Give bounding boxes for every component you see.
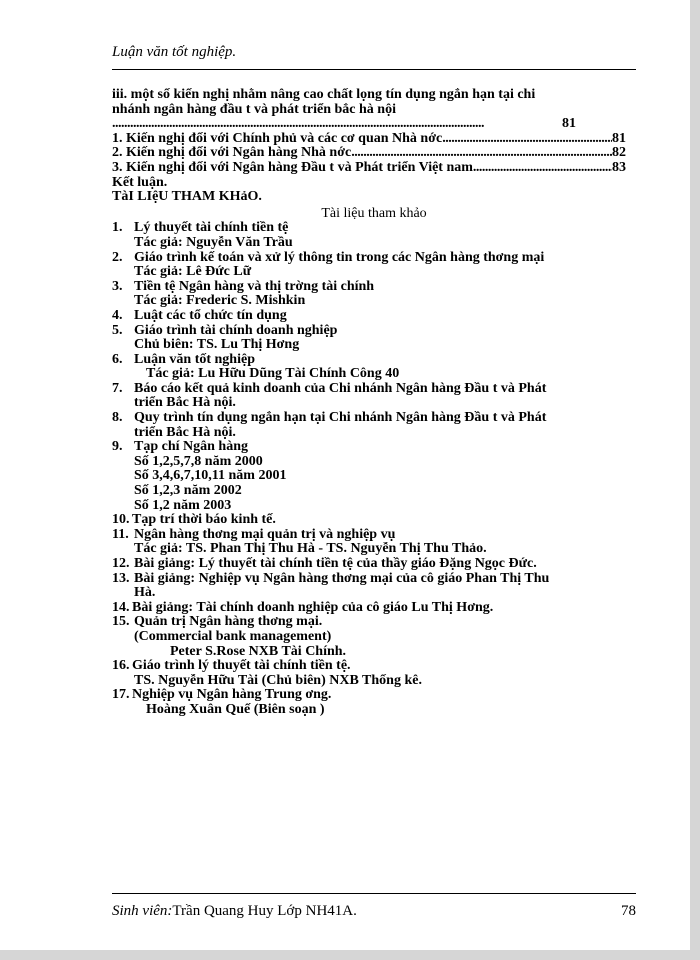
reference-entry: [112, 411, 636, 426]
reference-text: Tiền tệ Ngân hàng và thị trờng tài chính: [134, 279, 375, 294]
reference-text: Chủ biên: TS. Lu Thị Hơng: [134, 338, 300, 353]
toc-section-title-cont: nhánh ngân hàng đầu t và phát triển bắc hà nội: [112, 102, 396, 117]
toc-item-text: 1. Kiến nghị đối với Chính phủ và các cơ quan Nhà nớc: [112, 131, 443, 146]
reference-number: 9.: [112, 440, 123, 455]
reference-number: [112, 674, 134, 689]
reference-text: (Commercial bank management): [134, 629, 332, 644]
reference-number: [112, 645, 134, 660]
reference-text: Tác giả: Lu Hữu Dũng Tài Chính Công 40: [146, 367, 400, 382]
reference-text: triển Bắc Hà nội.: [134, 425, 236, 440]
reference-entry-detail: [112, 630, 636, 645]
reference-text: Tạp trí thời báo kinh tế.: [132, 513, 276, 528]
reference-number: 1.: [112, 221, 123, 236]
reference-entry: [112, 251, 636, 266]
reference-list: [112, 221, 636, 717]
reference-number: 4.: [112, 308, 123, 323]
toc-conclusion: Kết luận.: [112, 175, 168, 190]
reference-text: Luận văn tốt nghiệp: [134, 352, 255, 367]
page-number: 78: [621, 903, 636, 919]
reference-entry-detail: [112, 484, 636, 499]
reference-text: Quản trị Ngân hàng thơng mại.: [134, 615, 323, 630]
reference-number: [112, 294, 134, 309]
page-shadow-bottom: [0, 950, 700, 960]
reference-text: Nghiệp vụ Ngân hàng Trung ơng.: [132, 688, 332, 703]
toc-page-number: 83: [612, 160, 626, 175]
reference-number: 7.: [112, 381, 123, 396]
reference-number: [112, 484, 134, 499]
reference-entry-detail: [112, 265, 636, 280]
reference-entry: [112, 382, 636, 397]
reference-number: 5.: [112, 323, 123, 338]
reference-text: Bài giảng: Nghiệp vụ Ngân hàng thơng mại của cô giáo Phan Thị Thu: [134, 571, 550, 586]
reference-entry: [112, 557, 636, 572]
reference-entry-detail: [112, 469, 636, 484]
reference-number: [112, 338, 134, 353]
running-footer: [112, 903, 636, 920]
reference-entry: [112, 324, 636, 339]
toc-item: [112, 146, 636, 161]
reference-text: Luật các tổ chức tín dụng: [134, 308, 287, 323]
dot-leader: [442, 132, 612, 147]
reference-number: [112, 469, 134, 484]
reference-entry-detail: [112, 586, 636, 601]
toc-section-leader: [112, 117, 636, 132]
reference-text: Số 1,2,5,7,8 năm 2000: [134, 454, 263, 469]
reference-entry-detail: [112, 367, 636, 382]
reference-text: triển Bắc Hà nội.: [134, 396, 236, 411]
toc-page-number: 82: [612, 146, 626, 161]
reference-text: Giáo trình kế toán và xử lý thông tin trong các Ngân hàng thơng mại: [134, 250, 545, 265]
reference-entry: [112, 615, 636, 630]
reference-text: Giáo trình tài chính doanh nghiệp: [134, 323, 338, 338]
toc-section-title: iii. một số kiến nghị nhằm nâng cao chất lọng tín dụng ngắn hạn tại chi: [112, 88, 536, 102]
reference-number: 2.: [112, 250, 123, 265]
reference-number: 17.: [112, 688, 130, 703]
reference-text: Hà.: [134, 586, 156, 601]
reference-entry: [112, 688, 636, 703]
reference-text: Số 3,4,6,7,10,11 năm 2001: [134, 469, 287, 484]
reference-number: [112, 236, 134, 251]
reference-text: Tác giả: Lê Đức Lữ: [134, 265, 252, 280]
reference-entry: [112, 440, 636, 455]
reference-text: Quy trình tín dụng ngắn hạn tại Chi nhánh Ngân hàng Đầu t và Phát: [134, 411, 547, 426]
reference-entry-detail: [112, 426, 636, 441]
dot-leader: [351, 146, 612, 161]
toc-item: [112, 161, 636, 176]
reference-number: [112, 630, 134, 645]
reference-entry-detail: [112, 236, 636, 251]
reference-text: Hoàng Xuân Quế (Biên soạn ): [146, 702, 325, 717]
toc-page-number: 81: [562, 117, 576, 132]
reference-text: Peter S.Rose NXB Tài Chính.: [170, 644, 347, 659]
footer-author-name: Trần Quang Huy Lớp NH41A.: [172, 903, 357, 919]
reference-text: Ngân hàng thơng mại quản trị và nghiệp vụ: [134, 527, 396, 542]
reference-number: [112, 703, 134, 718]
reference-number: [112, 426, 134, 441]
reference-entry-detail: [112, 703, 636, 718]
reference-text: Giáo trình lý thuyết tài chính tiền tệ.: [132, 659, 351, 674]
reference-number: 16.: [112, 659, 130, 674]
reference-number: [112, 455, 134, 470]
reference-entry: [112, 309, 636, 324]
reference-number: 12.: [112, 557, 130, 571]
reference-text: Báo cáo kết quả kinh doanh của Chi nhánh Ngân hàng Đầu t và Phát: [134, 381, 547, 396]
reference-entry: [112, 659, 636, 674]
footer-rule: [112, 893, 636, 894]
document-body: [112, 88, 636, 718]
reference-entry-detail: [112, 499, 636, 514]
reference-entry: [112, 572, 636, 587]
reference-number: 11.: [112, 527, 129, 542]
footer-author: [112, 903, 357, 920]
reference-number: [112, 542, 134, 557]
reference-entry-detail: [112, 338, 636, 353]
reference-text: Bài giảng: Tài chính doanh nghiệp của cô giáo Lu Thị Hơng.: [132, 600, 494, 615]
reference-text: Lý thuyết tài chính tiền tệ: [134, 221, 289, 236]
footer-author-label: Sinh viên:: [112, 903, 173, 919]
reference-number: [112, 586, 134, 601]
reference-entry-detail: [112, 645, 636, 660]
reference-entry-detail: [112, 396, 636, 411]
reference-text: Tác giả: Nguyễn Văn Trầu: [134, 235, 293, 250]
page-shadow-right: [690, 0, 700, 960]
dot-leader: [112, 117, 562, 132]
dot-leader: [473, 161, 612, 176]
reference-entry: [112, 601, 636, 616]
reference-entry-detail: [112, 674, 636, 689]
header-rule: [112, 69, 636, 70]
reference-number: 15.: [112, 615, 130, 630]
reference-entry: [112, 221, 636, 236]
toc-page-number: 81: [612, 131, 626, 146]
reference-number: [112, 367, 134, 382]
reference-number: 13.: [112, 571, 130, 586]
reference-number: 3.: [112, 279, 123, 294]
running-header: Luận văn tốt nghiệp.: [112, 44, 237, 60]
reference-text: Bài giảng: Lý thuyết tài chính tiền tệ của thầy giáo Đặng Ngọc Đức.: [134, 557, 537, 571]
reference-number: 14.: [112, 600, 130, 615]
reference-text: TS. Nguyễn Hữu Tài (Chủ biên) NXB Thống kê.: [134, 673, 422, 688]
reference-text: Tác giả: TS. Phan Thị Thu Hà - TS. Nguyễn Thị Thu Thảo.: [134, 542, 487, 557]
reference-number: 6.: [112, 352, 123, 367]
reference-entry: [112, 280, 636, 295]
reference-number: 10.: [112, 513, 130, 528]
toc-item: [112, 132, 636, 147]
reference-number: [112, 499, 134, 514]
reference-number: [112, 396, 134, 411]
toc-item-text: 3. Kiến nghị đối với Ngân hàng Đầu t và Phát triển Việt nam: [112, 160, 473, 175]
reference-text: Tác giả: Frederic S. Mishkin: [134, 294, 306, 309]
reference-entry: [112, 353, 636, 368]
reference-text: Số 1,2,3 năm 2002: [134, 484, 242, 499]
reference-entry: [112, 528, 636, 543]
reference-entry: [112, 513, 636, 528]
reference-entry-detail: [112, 455, 636, 470]
reference-entry-detail: [112, 542, 636, 557]
references-title: Tài liệu tham khảo: [321, 206, 427, 221]
reference-entry-detail: [112, 294, 636, 309]
toc-references-heading: TàI LIệU THAM KHảO.: [112, 190, 262, 205]
reference-number: [112, 265, 134, 280]
toc-item-text: 2. Kiến nghị đối với Ngân hàng Nhà nớc: [112, 146, 352, 161]
reference-number: 8.: [112, 411, 123, 426]
reference-text: Số 1,2 năm 2003: [134, 498, 232, 513]
reference-text: Tạp chí Ngân hàng: [134, 440, 248, 455]
